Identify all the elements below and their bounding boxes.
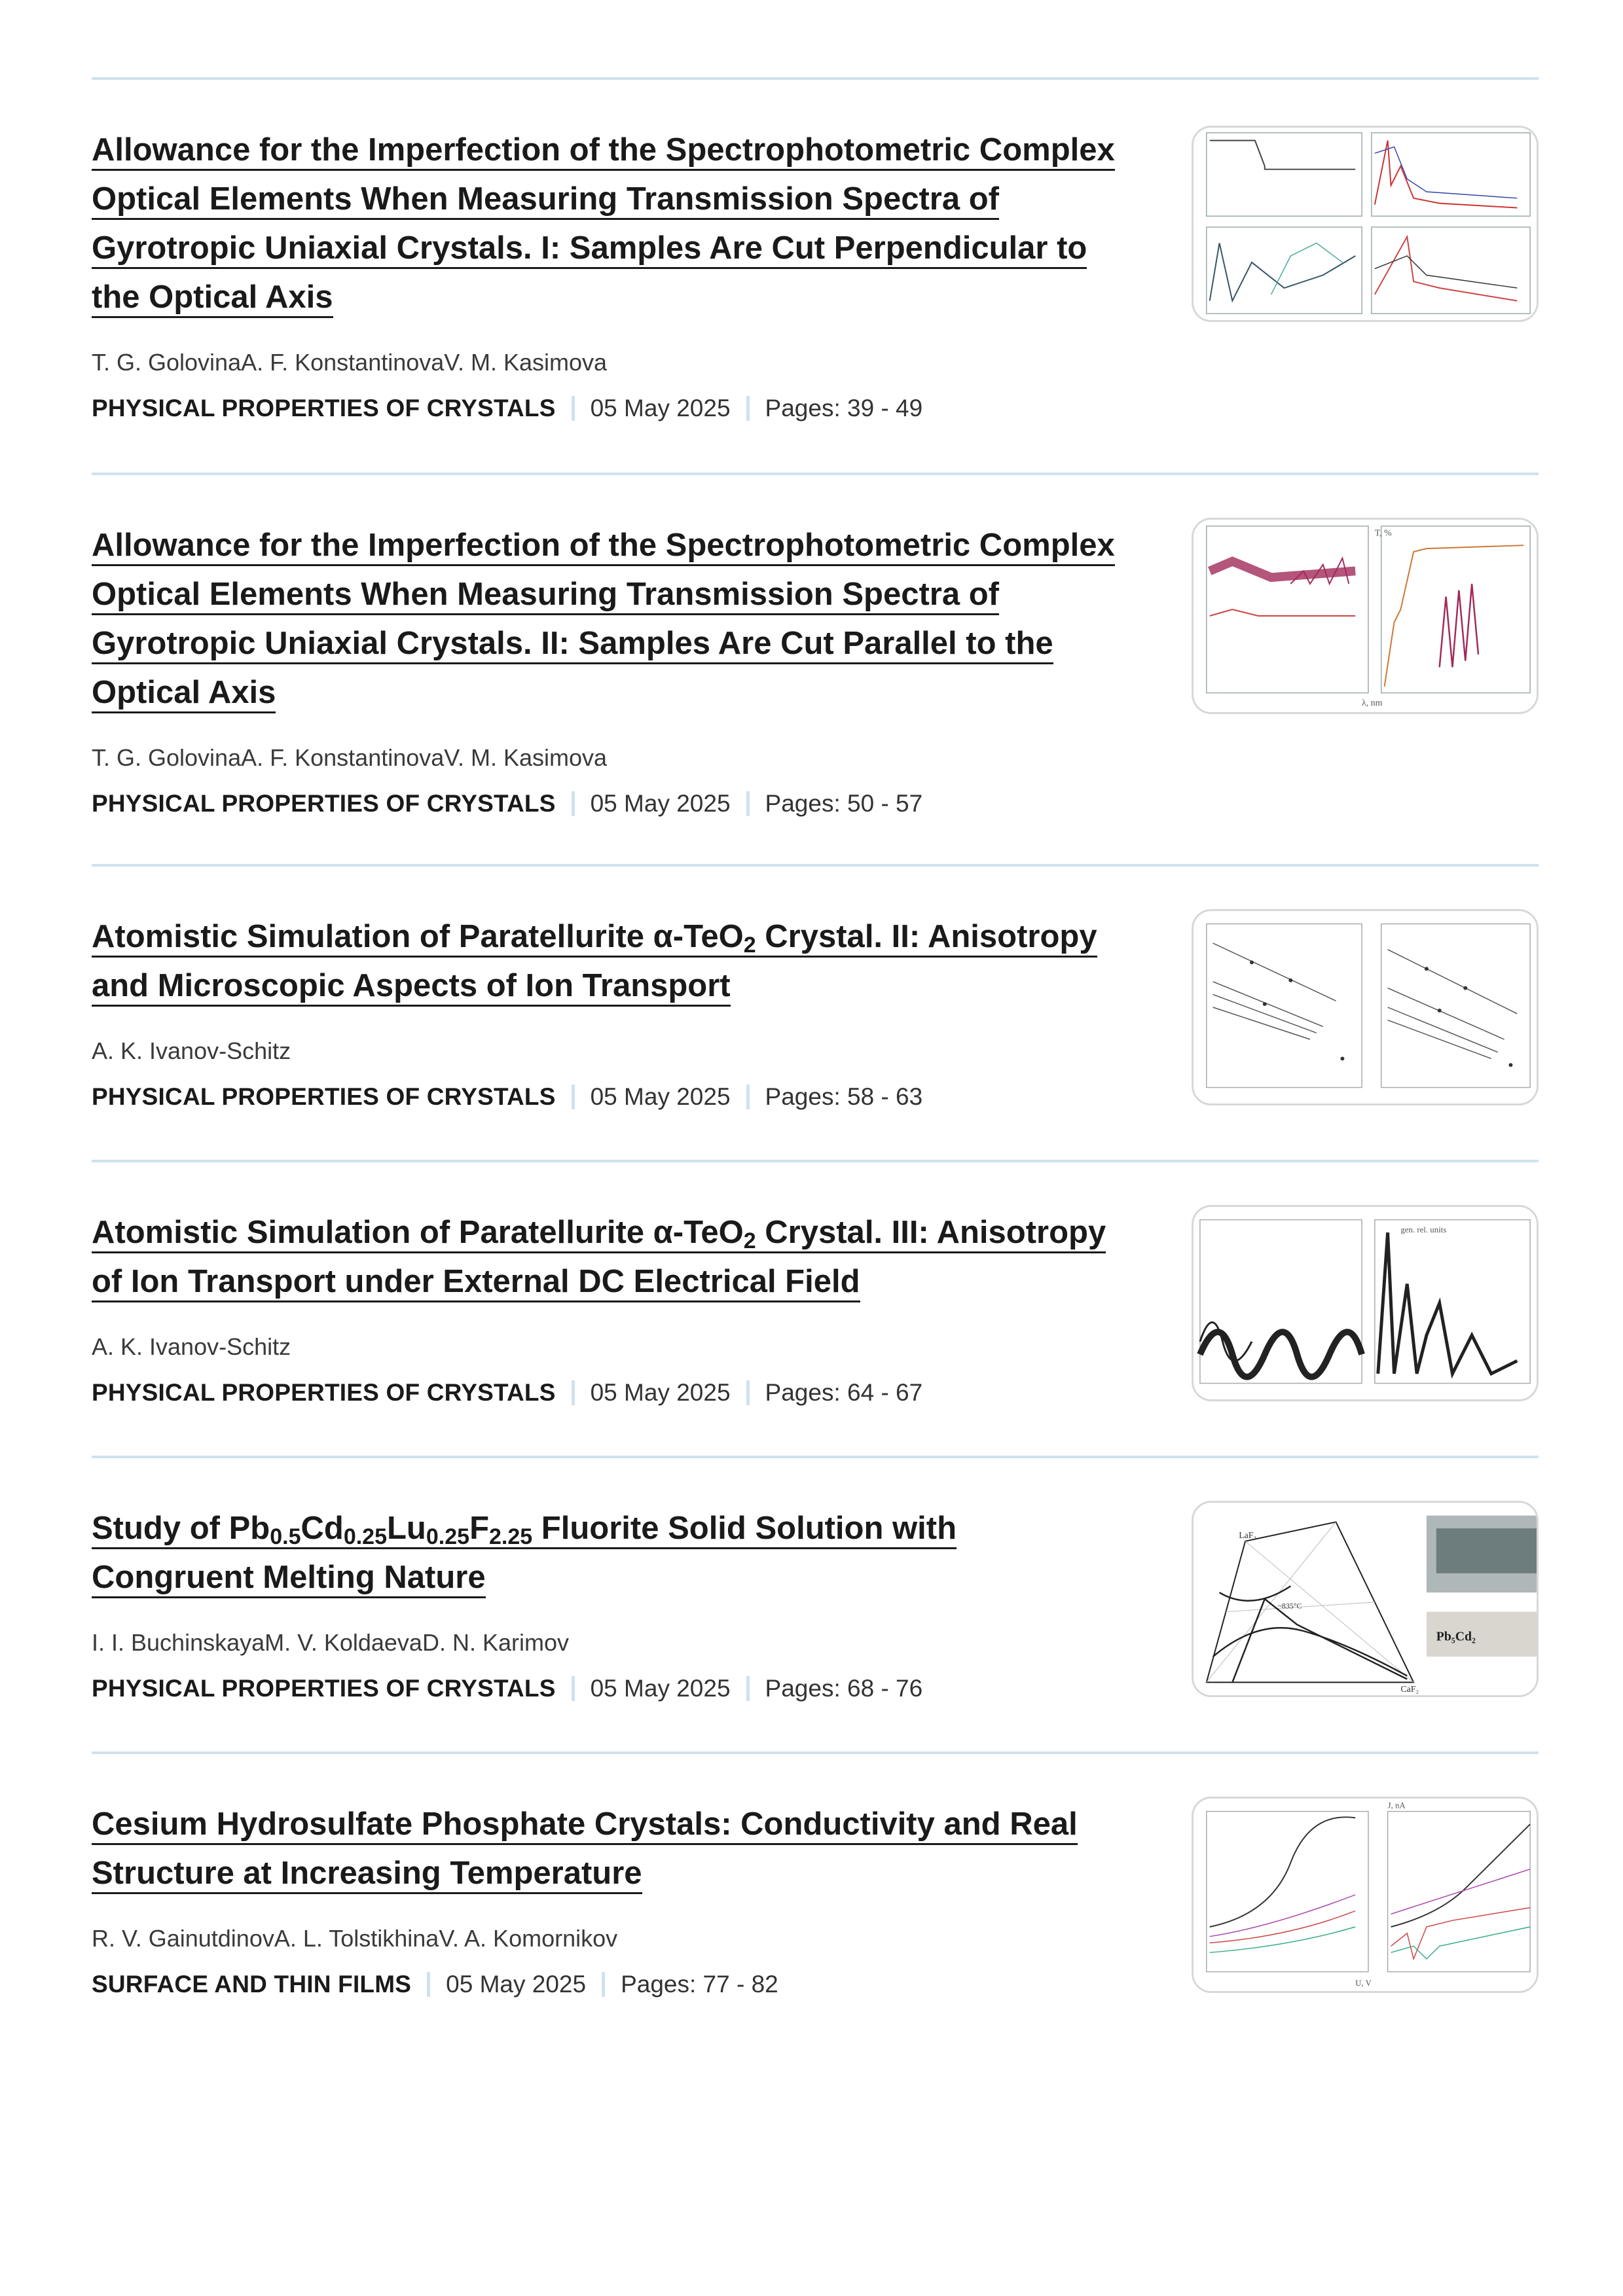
article-meta — [92, 1970, 1139, 1999]
title-line: Allowance for the Imperfection of the Spectrophotometric Complex — [92, 528, 1115, 566]
meta-divider — [746, 1085, 750, 1109]
publication-date: 05 May 2025 — [590, 395, 731, 422]
article-card — [92, 77, 1539, 473]
article-authors: T. G. GolovinaA. F. KonstantinovaV. M. Kasimova — [92, 744, 608, 771]
article-meta — [92, 1674, 1139, 1703]
title-line: Cesium Hydrosulfate Phosphate Crystals: Conductivity and Real — [92, 1806, 1078, 1845]
article-meta — [92, 789, 1139, 818]
temperature-label: ~835°C — [1277, 1601, 1302, 1611]
y-axis-label: gen. rel. units — [1400, 1225, 1447, 1235]
meta-divider — [746, 1380, 750, 1405]
meta-divider — [746, 396, 750, 421]
section-label[interactable]: PHYSICAL PROPERTIES OF CRYSTALS — [92, 1675, 556, 1702]
article-meta — [92, 394, 1139, 423]
title-line: Allowance for the Imperfection of the Spectrophotometric Complex — [92, 132, 1115, 171]
publication-date: 05 May 2025 — [590, 1083, 731, 1110]
article-authors: A. K. Ivanov-Schitz — [92, 1037, 291, 1064]
section-label[interactable]: PHYSICAL PROPERTIES OF CRYSTALS — [92, 395, 556, 422]
article-title-link[interactable] — [92, 1208, 1139, 1306]
publication-date: 05 May 2025 — [590, 1379, 731, 1406]
article-authors: R. V. GainutdinovA. L. TolstikhinaV. A. Komornikov — [92, 1925, 618, 1952]
x-axis-label: λ, nm — [1362, 698, 1383, 708]
page-range: Pages: 58 - 63 — [765, 1083, 923, 1110]
article-card — [92, 1751, 1539, 2047]
article-text — [92, 912, 1139, 1111]
meta-divider — [572, 1085, 575, 1109]
spectra-figure-icon[interactable] — [1192, 518, 1539, 714]
arrhenius-plot-icon[interactable] — [1192, 909, 1539, 1105]
title-line: Gyrotropic Uniaxial Crystals. II: Samples Are Cut Parallel to the — [92, 626, 1053, 664]
publication-date: 05 May 2025 — [590, 1675, 731, 1702]
title-line: the Optical Axis — [92, 279, 333, 318]
title-line: Structure at Increasing Temperature — [92, 1856, 642, 1894]
article-card — [92, 1456, 1539, 1751]
page-range: Pages: 39 - 49 — [765, 395, 923, 422]
article-authors: T. G. GolovinaA. F. KonstantinovaV. M. Kasimova — [92, 349, 608, 376]
page-range: Pages: 64 - 67 — [765, 1379, 923, 1406]
article-text — [92, 521, 1139, 818]
article-meta — [92, 1378, 1139, 1407]
article-text — [92, 126, 1139, 423]
article-authors: I. I. BuchinskayaM. V. KoldaevaD. N. Karimov — [92, 1629, 569, 1656]
meta-divider — [572, 396, 575, 421]
meta-divider — [572, 1676, 575, 1701]
x-axis-label: U, V — [1355, 1979, 1372, 1988]
publication-date: 05 May 2025 — [590, 790, 731, 817]
article-list — [92, 77, 1539, 2047]
section-label[interactable]: PHYSICAL PROPERTIES OF CRYSTALS — [92, 1379, 556, 1406]
phase-diagram-icon[interactable] — [1192, 1501, 1539, 1697]
meta-divider — [746, 1676, 750, 1701]
title-line: Study of $Pb_{0.5}Cd_{0.25}Lu_{0.25}F_{2.25}$ Fluorite Solid Solution with — [92, 1511, 957, 1549]
title-line: Optical Axis — [92, 675, 276, 713]
meta-divider — [572, 1380, 575, 1405]
spectra-figure-icon[interactable] — [1192, 126, 1539, 322]
page-range: Pages: 68 - 76 — [765, 1675, 923, 1702]
article-text — [92, 1208, 1139, 1407]
page-range: Pages: 50 - 57 — [765, 790, 923, 817]
title-line: Congruent Melting Nature — [92, 1560, 486, 1598]
article-authors: A. K. Ivanov-Schitz — [92, 1333, 291, 1360]
section-label[interactable]: PHYSICAL PROPERTIES OF CRYSTALS — [92, 790, 556, 817]
component-label: LaF₃ — [1239, 1530, 1257, 1540]
page-range: Pages: 77 - 82 — [621, 1971, 778, 1998]
title-line: of Ion Transport under External DC Electrical Field — [92, 1264, 860, 1302]
title-line: Atomistic Simulation of Paratellurite α-TeO$_2$ Crystal. III: Anisotropy — [92, 1215, 1106, 1253]
section-label[interactable]: PHYSICAL PROPERTIES OF CRYSTALS — [92, 1083, 556, 1110]
y-axis-label: T, % — [1374, 528, 1392, 538]
meta-divider — [572, 791, 575, 816]
article-text — [92, 1800, 1139, 1999]
title-line: Optical Elements When Measuring Transmission Spectra of — [92, 577, 999, 615]
article-title-link[interactable] — [92, 521, 1139, 717]
meta-divider — [602, 1972, 605, 1997]
title-line: and Microscopic Aspects of Ion Transport — [92, 968, 731, 1007]
article-card — [92, 1160, 1539, 1456]
publication-date: 05 May 2025 — [446, 1971, 587, 1998]
iv-curve-icon[interactable] — [1192, 1797, 1539, 1993]
section-label[interactable]: SURFACE AND THIN FILMS — [92, 1971, 412, 1998]
article-meta — [92, 1083, 1139, 1111]
article-text — [92, 1504, 1139, 1703]
y-axis-label: J, nA — [1387, 1801, 1406, 1810]
meta-divider — [746, 791, 750, 816]
article-title-link[interactable] — [92, 1504, 1139, 1602]
component-label: CaF₂ — [1400, 1684, 1419, 1695]
article-title-link[interactable] — [92, 1800, 1139, 1898]
sample-label: Pb₅Cd₂ — [1436, 1629, 1476, 1644]
title-line: Gyrotropic Uniaxial Crystals. I: Samples Are Cut Perpendicular to — [92, 230, 1087, 269]
article-card — [92, 473, 1539, 864]
meta-divider — [427, 1972, 430, 1997]
article-title-link[interactable] — [92, 912, 1139, 1011]
article-title-link[interactable] — [92, 126, 1139, 322]
density-profile-icon[interactable] — [1192, 1205, 1539, 1401]
article-card — [92, 864, 1539, 1160]
title-line: Atomistic Simulation of Paratellurite α-TeO$_2$ Crystal. II: Anisotropy — [92, 919, 1097, 958]
title-line: Optical Elements When Measuring Transmission Spectra of — [92, 181, 999, 220]
